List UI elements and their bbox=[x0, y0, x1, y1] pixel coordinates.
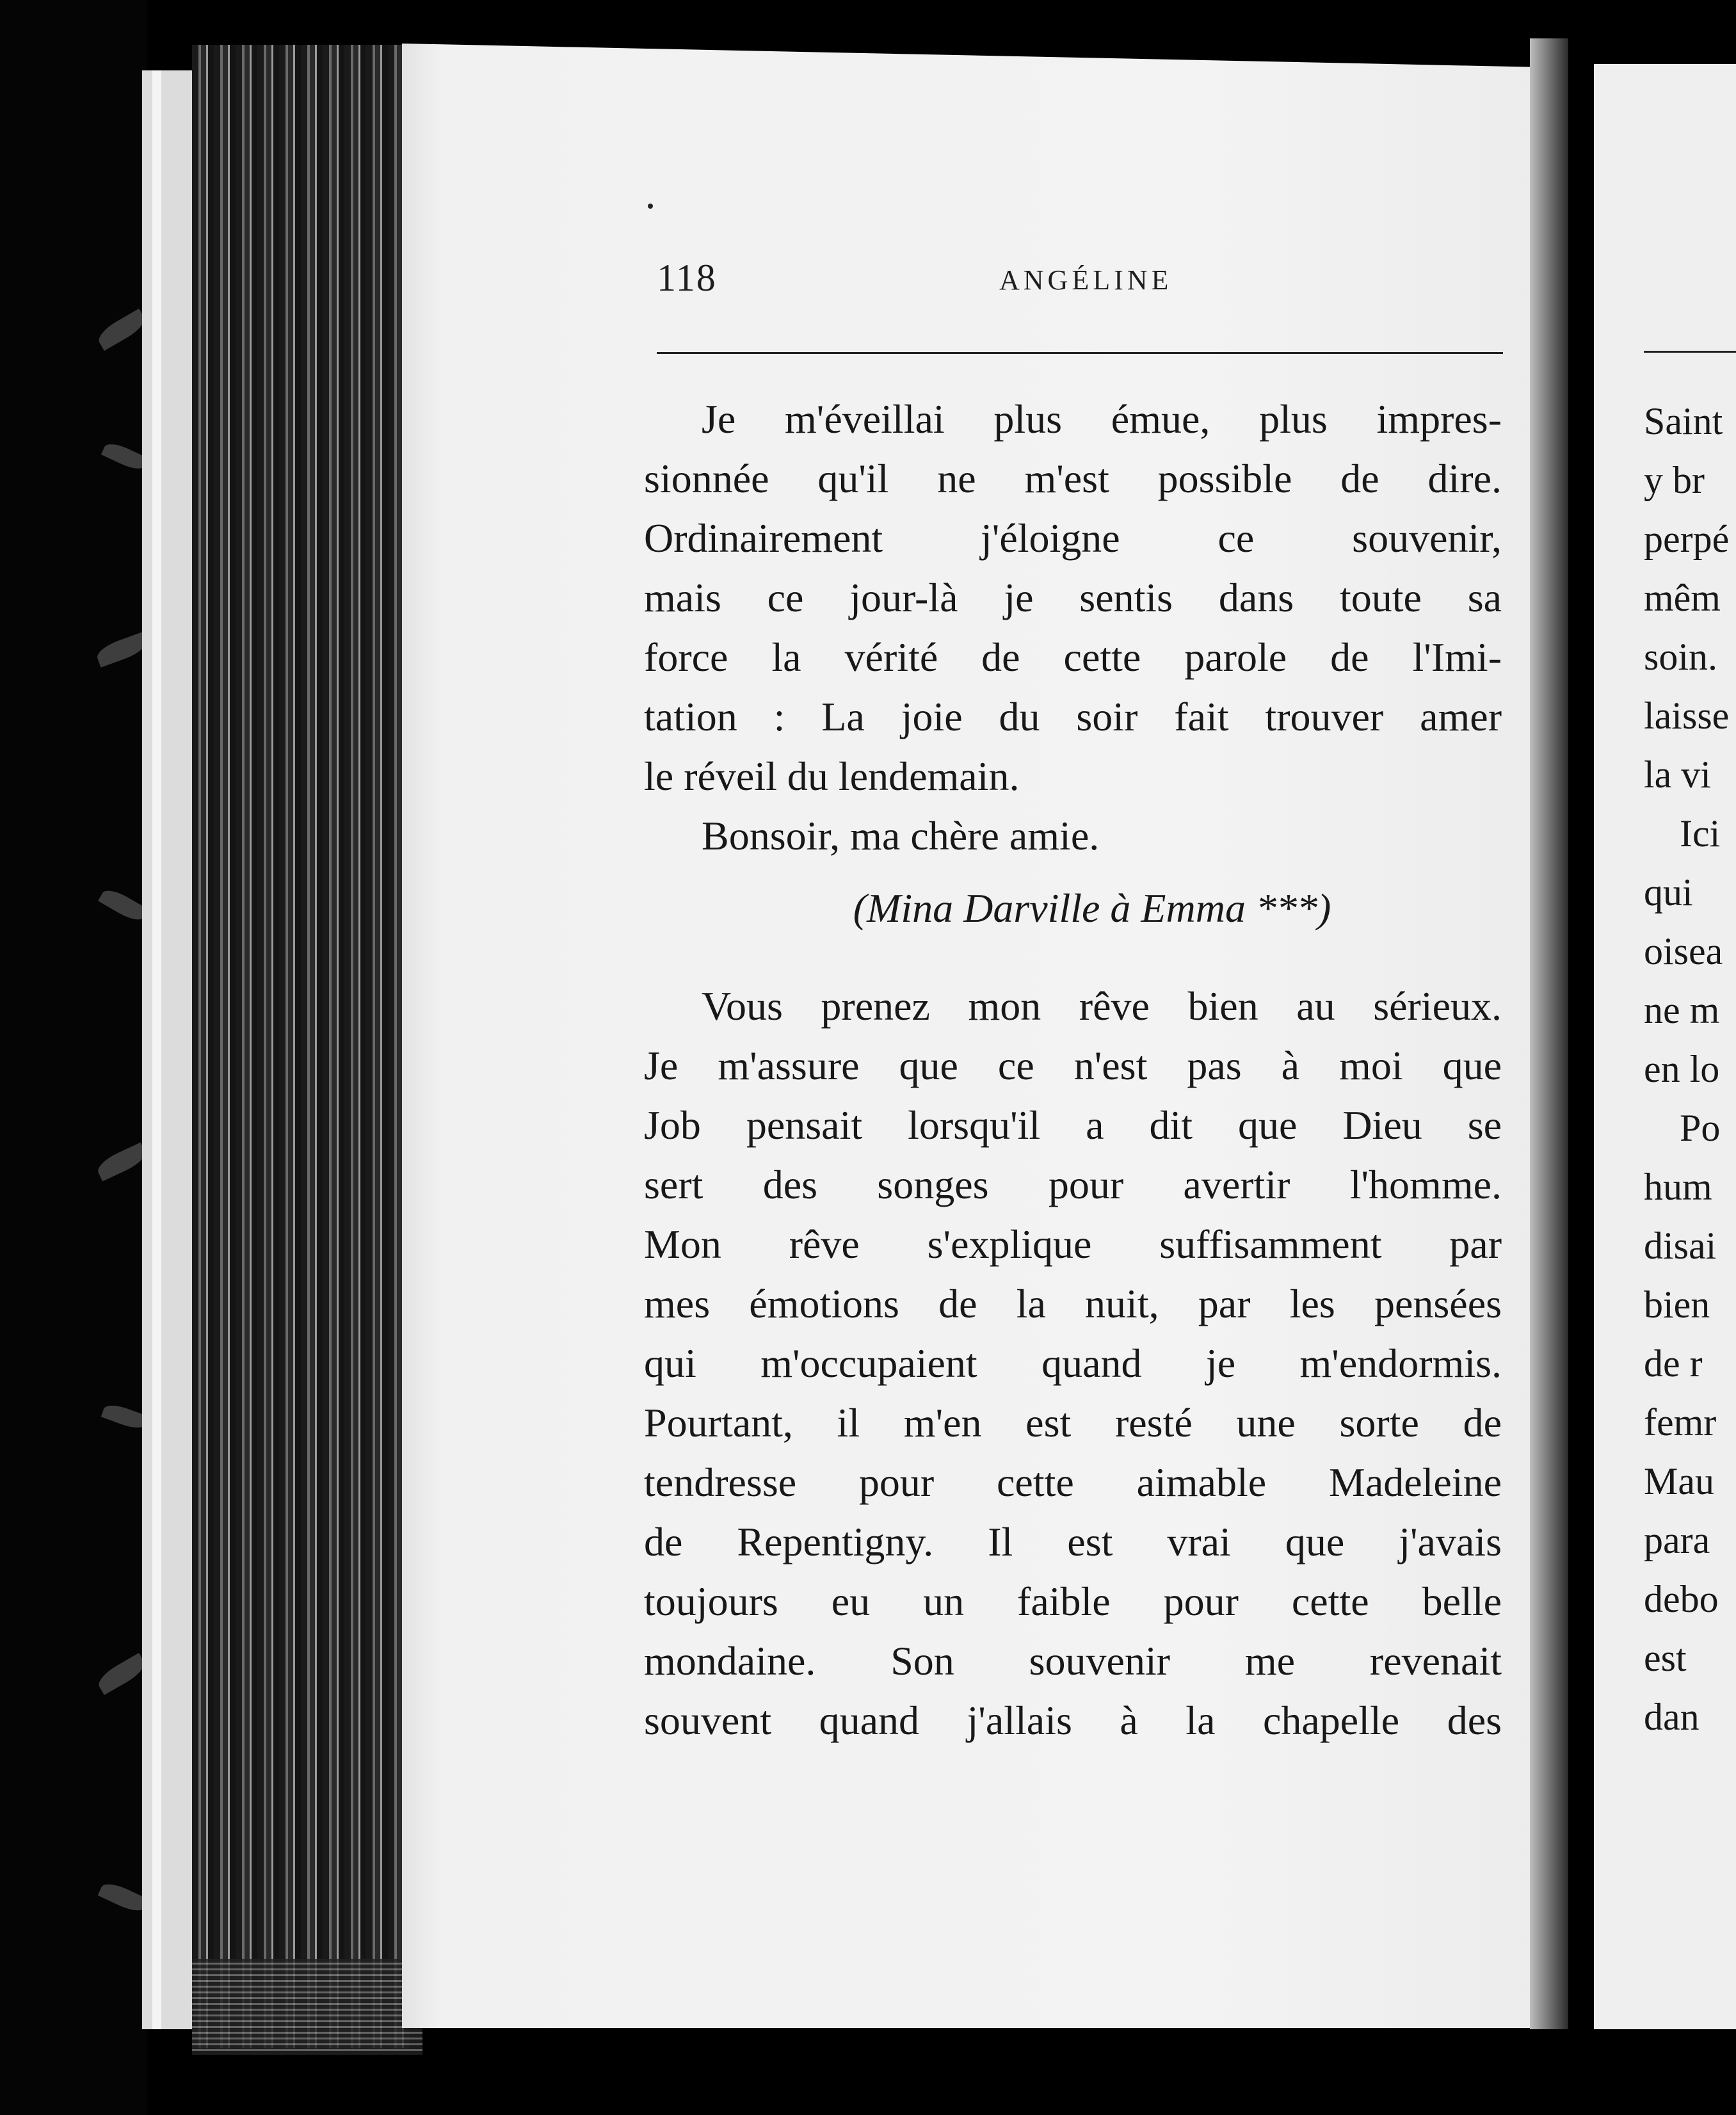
facing-line: perpé bbox=[1644, 518, 1730, 560]
text-line: de Repentigny. Il est vrai que j'avais bbox=[644, 1519, 1502, 1564]
facing-line: oisea bbox=[1644, 930, 1723, 972]
running-head: ANGÉLINE bbox=[999, 264, 1173, 296]
text-line: qui m'occupaient quand je m'endormis. bbox=[644, 1340, 1502, 1386]
text-line: Ordinairement j'éloigne ce souvenir, bbox=[644, 515, 1502, 561]
text-line: mondaine. Son souvenir me revenait bbox=[644, 1638, 1502, 1684]
facing-line: Ici bbox=[1680, 812, 1721, 855]
letter-heading: (Mina Darville à Emma ***) bbox=[853, 885, 1331, 931]
page-edges-bottom bbox=[192, 1959, 422, 2055]
facing-line: Po bbox=[1680, 1107, 1721, 1149]
text-line: Mon rêve s'explique suffisamment par bbox=[644, 1221, 1502, 1267]
facing-line: ne m bbox=[1644, 989, 1720, 1031]
text-line: Job pensait lorsqu'il a dit que Dieu se bbox=[644, 1102, 1502, 1148]
text-line: le réveil du lendemain. bbox=[644, 753, 1020, 799]
facing-page-rule bbox=[1644, 351, 1736, 353]
dark-background bbox=[0, 0, 147, 2115]
text-line: Pourtant, il m'en est resté une sorte de bbox=[644, 1400, 1502, 1445]
facing-line: bien bbox=[1644, 1283, 1710, 1326]
text-line: toujours eu un faible pour cette belle bbox=[644, 1579, 1502, 1624]
text-line: Je m'éveillai plus émue, plus impres- bbox=[702, 396, 1502, 442]
text-line: tation : La joie du soir fait trouver amer bbox=[644, 694, 1502, 739]
facing-line: Saint bbox=[1644, 400, 1723, 442]
book-cover-highlight bbox=[152, 70, 161, 2029]
facing-line: disai bbox=[1644, 1225, 1717, 1267]
facing-line: de r bbox=[1644, 1342, 1703, 1385]
body-text bbox=[644, 389, 1502, 1750]
text-line: Bonsoir, ma chère amie. bbox=[702, 813, 1100, 858]
facing-line: femr bbox=[1644, 1401, 1717, 1444]
facing-line: qui bbox=[1644, 871, 1693, 913]
facing-line: dan bbox=[1644, 1696, 1700, 1738]
gutter-shadow bbox=[1530, 38, 1568, 2029]
page-number: 118 bbox=[657, 257, 717, 299]
text-line: sert des songes pour avertir l'homme. bbox=[644, 1162, 1502, 1207]
text-line: souvent quand j'allais à la chapelle des bbox=[644, 1698, 1502, 1743]
facing-page-text bbox=[1644, 392, 1736, 1746]
facing-line: la vi bbox=[1644, 753, 1711, 796]
text-line: mais ce jour-là je sentis dans toute sa bbox=[644, 575, 1502, 620]
facing-line: en lo bbox=[1644, 1048, 1720, 1090]
facing-line: mêm bbox=[1644, 577, 1721, 619]
facing-line: laisse bbox=[1644, 695, 1730, 737]
facing-line: para bbox=[1644, 1519, 1710, 1561]
facing-line: soin. bbox=[1644, 636, 1718, 678]
facing-line: debo bbox=[1644, 1578, 1719, 1620]
facing-line: hum bbox=[1644, 1166, 1712, 1208]
text-line: Je m'assure que ce n'est pas à moi que bbox=[644, 1043, 1502, 1088]
text-line: force la vérité de cette parole de l'Imi- bbox=[644, 634, 1502, 680]
page-edges bbox=[192, 45, 410, 2048]
ink-speck bbox=[648, 204, 653, 209]
facing-line: y br bbox=[1644, 459, 1705, 501]
text-line: Vous prenez mon rêve bien au sérieux. bbox=[702, 983, 1502, 1029]
text-line: mes émotions de la nuit, par les pensées bbox=[644, 1281, 1502, 1326]
page-header bbox=[657, 256, 1502, 301]
text-line: tendresse pour cette aimable Madeleine bbox=[644, 1460, 1502, 1505]
text-line: sionnée qu'il ne m'est possible de dire. bbox=[644, 456, 1502, 501]
facing-line: est bbox=[1644, 1637, 1687, 1679]
header-rule bbox=[657, 352, 1503, 354]
facing-line: Mau bbox=[1644, 1460, 1714, 1502]
